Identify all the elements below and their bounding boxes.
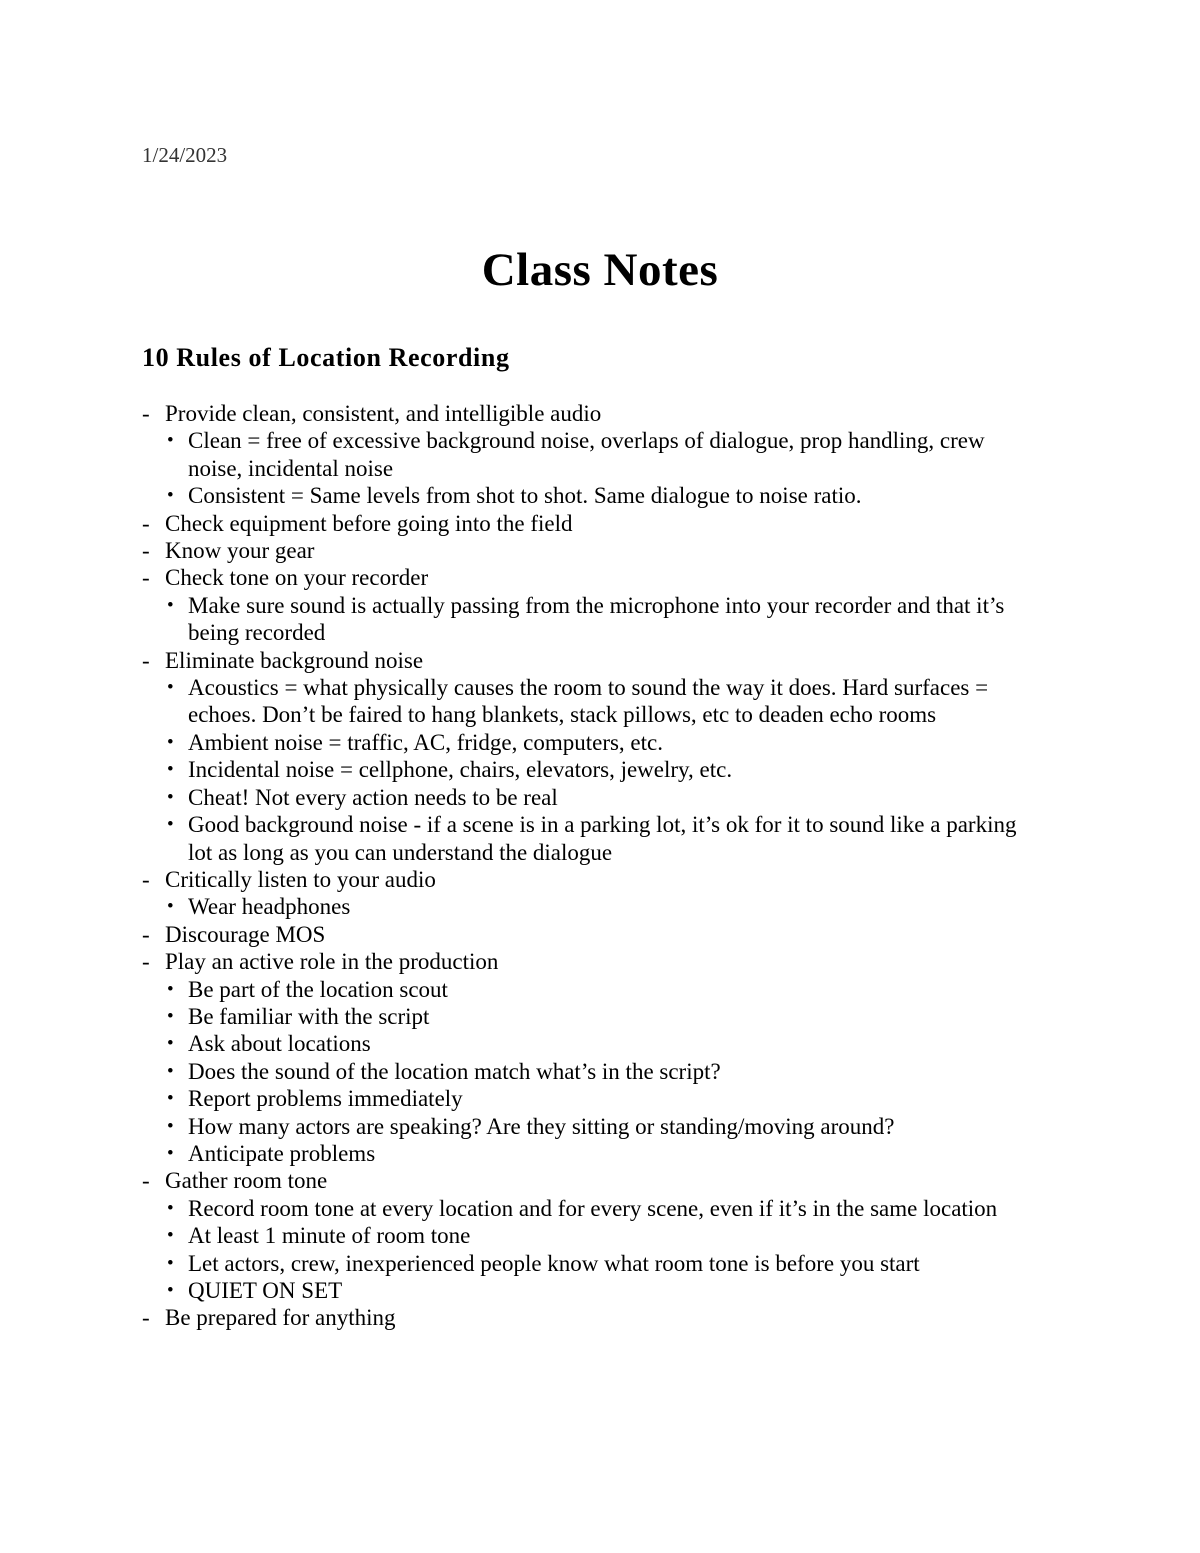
bullet-marker: • (167, 1225, 174, 1247)
sub-text: Let actors, crew, inexperienced people know what room tone is before you start (188, 1250, 920, 1276)
bullet-marker: • (167, 731, 174, 753)
bullet-marker: • (167, 1252, 174, 1274)
rule-text: Gather room tone (165, 1168, 328, 1194)
bullet-marker: • (167, 896, 174, 918)
sub-item (165, 1058, 1042, 1085)
section-heading: 10 Rules of Location Recording (142, 343, 510, 372)
rule-text: Provide clean, consistent, and intelligible audio (165, 401, 602, 426)
bullet-marker: • (167, 814, 174, 836)
dash-marker: - (142, 1305, 150, 1331)
page-title: Class Notes (481, 244, 719, 296)
rule-item (142, 510, 1042, 537)
sub-item (165, 1030, 1042, 1057)
sub-item (165, 1277, 1042, 1304)
sub-item (165, 1250, 1042, 1277)
rules-list (142, 400, 1042, 1332)
dash-marker: - (142, 1168, 150, 1194)
sub-item (165, 784, 1042, 811)
sub-list (165, 592, 1042, 647)
sub-item (165, 1222, 1042, 1249)
dash-marker: - (142, 510, 150, 536)
sub-list (165, 893, 1042, 920)
sub-text: Make sure sound is actually passing from the microphone into your recorder and that it’s being recorded (188, 592, 1005, 646)
sub-item (165, 729, 1042, 756)
rule-text: Check tone on your recorder (165, 565, 429, 591)
sub-text: Be part of the location scout (188, 976, 448, 1002)
sub-text: Consistent = Same levels from shot to shot. Same dialogue to noise ratio. (188, 483, 862, 509)
sub-text: Record room tone at every location and for every scene, even if it’s in the same location (188, 1195, 998, 1221)
rule-item (142, 921, 1042, 948)
rule-text: Eliminate background noise (165, 647, 424, 673)
rule-item (142, 647, 1042, 866)
sub-list (165, 674, 1042, 866)
sub-item (165, 1140, 1042, 1167)
sub-text: Good background noise - if a scene is in a parking lot, it’s ok for it to sound like a parking lot as long as you can understand the dialogue (188, 812, 1017, 865)
sub-text: Be familiar with the script (188, 1003, 430, 1029)
bullet-marker: • (167, 1033, 174, 1055)
sub-item (165, 1003, 1042, 1030)
sub-text: Does the sound of the location match what’s in the script? (188, 1058, 721, 1084)
rule-item (142, 1167, 1042, 1304)
bullet-marker: • (167, 430, 174, 452)
sub-item (165, 1195, 1042, 1222)
sub-item (165, 592, 1042, 647)
sub-text: Anticipate problems (188, 1140, 376, 1166)
bullet-marker: • (167, 978, 174, 1000)
dash-marker: - (142, 866, 150, 892)
sub-text: Clean = free of excessive background noise, overlaps of dialogue, prop handling, crew noise, incidental noise (188, 428, 985, 481)
sub-list (165, 427, 1042, 509)
dash-marker: - (142, 538, 150, 564)
sub-item (165, 893, 1042, 920)
sub-text: Wear headphones (188, 894, 351, 920)
sub-text: Cheat! Not every action needs to be real (188, 784, 558, 810)
dash-marker: - (142, 949, 150, 975)
bullet-marker: • (167, 1005, 174, 1027)
bullet-marker: • (167, 1060, 174, 1082)
sub-item (165, 1113, 1042, 1140)
bullet-marker: • (167, 485, 174, 507)
dash-marker: - (142, 565, 150, 591)
sub-item (165, 482, 1042, 509)
sub-text: Ask about locations (188, 1031, 371, 1057)
rule-item (142, 1304, 1042, 1331)
bullet-marker: • (167, 1197, 174, 1219)
bullet-marker: • (167, 1088, 174, 1110)
sub-text: Acoustics = what physically causes the room to sound the way it does. Hard surfaces = echoes. Don’t be faired to hang blankets, stack pillows, etc to deaden echo rooms (188, 675, 989, 728)
dash-marker: - (142, 401, 150, 426)
rule-text: Be prepared for anything (165, 1305, 396, 1331)
rule-text: Know your gear (165, 538, 315, 564)
rule-text: Play an active role in the production (165, 949, 499, 975)
sub-item (165, 976, 1042, 1003)
sub-text: Ambient noise = traffic, AC, fridge, computers, etc. (188, 729, 663, 755)
bullet-marker: • (167, 759, 174, 781)
sub-text: QUIET ON SET (188, 1278, 343, 1303)
sub-list (165, 1195, 1042, 1305)
sub-text: Report problems immediately (188, 1086, 463, 1112)
rule-item (142, 948, 1042, 1167)
bullet-marker: • (167, 1115, 174, 1137)
date-line: 1/24/2023 (142, 143, 228, 167)
dash-marker: - (142, 921, 150, 947)
rule-item (142, 400, 1042, 510)
sub-item (165, 427, 1042, 482)
rule-text: Critically listen to your audio (165, 866, 436, 892)
sub-item (165, 1085, 1042, 1112)
dash-marker: - (142, 647, 150, 673)
rule-item (142, 866, 1042, 921)
rule-item (142, 564, 1042, 646)
sub-text: How many actors are speaking? Are they sitting or standing/moving around? (188, 1113, 895, 1139)
rule-item (142, 537, 1042, 564)
sub-item (165, 811, 1042, 866)
sub-text: Incidental noise = cellphone, chairs, elevators, jewelry, etc. (188, 757, 733, 783)
sub-item (165, 674, 1042, 729)
rule-text: Check equipment before going into the field (165, 510, 573, 536)
sub-text: At least 1 minute of room tone (188, 1223, 471, 1249)
bullet-marker: • (167, 1142, 174, 1164)
bullet-marker: • (167, 594, 174, 616)
sub-item (165, 756, 1042, 783)
bullet-marker: • (167, 786, 174, 808)
bullet-marker: • (167, 677, 174, 699)
sub-list (165, 976, 1042, 1168)
rule-text: Discourage MOS (165, 921, 326, 947)
bullet-marker: • (167, 1280, 174, 1301)
